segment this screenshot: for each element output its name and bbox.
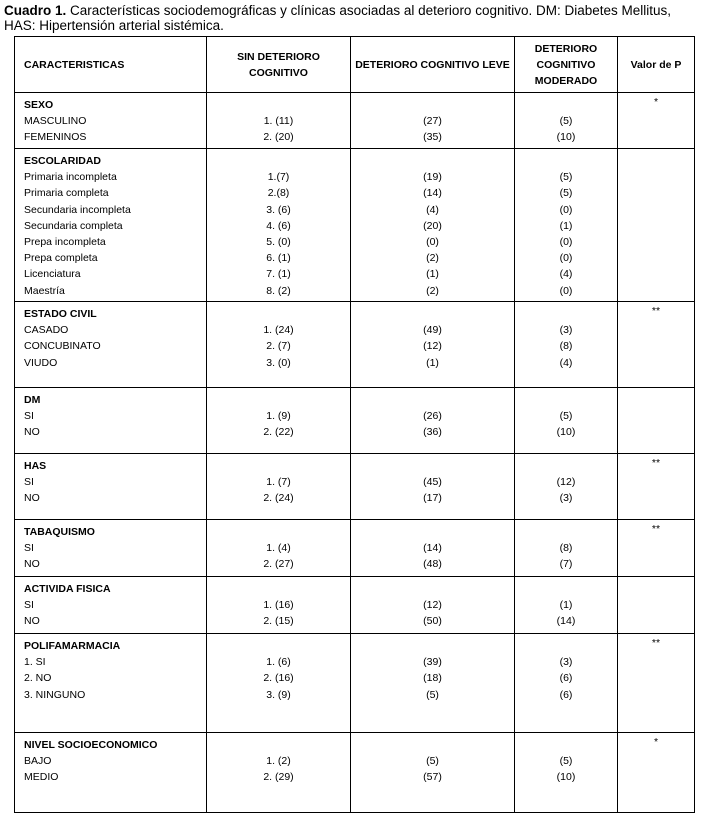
category-label: 1. SI [24,656,46,669]
significance-marker: * [653,736,659,748]
section-title: SEXO [24,99,54,111]
characteristic-cell [15,520,207,577]
significance-marker: ** [651,523,661,535]
header-moderate-decline: DETERIORO COGNITIVO MODERADO [515,37,618,93]
count-value: (5) [559,187,573,200]
caption-text: Características sociodemográficas y clínicas asociadas al deterioro cognitivo. DM: Diabetes Mellitus, HAS: Hipertensión arterial sistémica. [4,3,672,33]
caption-label: Cuadro 1. [4,3,67,18]
no-decline-cell [207,302,351,388]
category-label: SI [24,542,34,555]
category-label: BAJO [24,755,52,768]
category-label: FEMENINOS [24,131,87,144]
table-section-row [15,302,695,388]
header-p-value: Valor de P [618,37,695,93]
count-value: (3) [559,492,573,505]
category-label: CONCUBINATO [24,340,101,353]
count-value: (49) [423,324,442,337]
count-value: (48) [423,558,442,571]
count-value: (57) [423,771,442,784]
section-title: DM [24,394,41,406]
section-title: NIVEL SOCIOECONOMICO [24,739,158,751]
no-decline-cell [207,93,351,149]
characteristic-cell [15,149,207,302]
count-value: 1. (7) [266,476,291,489]
count-value: (1) [426,356,439,369]
no-decline-cell [207,520,351,577]
count-value: (10) [556,771,576,784]
p-value-cell [618,454,695,520]
count-value: 2. (27) [263,558,294,571]
count-value: (7) [559,558,573,571]
count-value: (8) [559,542,573,555]
p-value-cell [618,93,695,149]
count-value: 8. (2) [266,284,291,297]
count-value: 2. (20) [263,131,294,144]
count-value: 1. (16) [263,599,294,612]
mild-decline-cell [351,634,515,733]
count-value: (12) [423,599,442,612]
category-label: SI [24,476,34,489]
category-label: CASADO [24,324,69,337]
no-decline-cell [207,733,351,813]
count-value: 1. (2) [266,755,291,768]
no-decline-cell [207,577,351,634]
category-label: Secundaria completa [24,219,123,232]
moderate-decline-cell [515,577,618,634]
table-section-row [15,577,695,634]
count-value: 6. (1) [266,252,291,265]
count-value: 2. (7) [266,340,291,353]
count-value: (14) [423,542,442,555]
header-no-decline: SIN DETERIORO COGNITIVO [207,37,351,93]
table-section-row [15,454,695,520]
count-value: 3. (0) [266,356,291,369]
count-value: (18) [423,672,442,685]
count-value: (1) [426,268,439,281]
count-value: 2. (24) [263,492,294,505]
count-value: 2. (16) [263,672,294,685]
moderate-decline-cell [515,149,618,302]
category-label: NO [24,492,40,505]
category-label: Primaria completa [24,187,109,200]
count-value: 1. (24) [263,324,294,337]
p-value-cell [618,520,695,577]
characteristic-cell [15,302,207,388]
count-value: 4. (6) [266,219,291,232]
characteristic-cell [15,93,207,149]
moderate-decline-cell [515,634,618,733]
category-label: NO [24,426,40,439]
p-value-cell [618,149,695,302]
p-value-cell [618,634,695,733]
no-decline-cell [207,388,351,454]
count-value: (50) [423,615,442,628]
count-value: 5. (0) [266,235,291,248]
header-characteristics: CARACTERISTICAS [15,37,207,93]
category-label: NO [24,615,40,628]
mild-decline-cell [351,454,515,520]
count-value: 1. (9) [266,410,291,423]
characteristics-table [14,36,695,813]
mild-decline-cell [351,577,515,634]
table-section-row [15,520,695,577]
count-value: 1. (11) [263,115,294,128]
category-label: Maestría [24,284,65,297]
count-value: (4) [426,203,439,216]
count-value: (1) [559,219,573,232]
category-label: Prepa completa [24,252,98,265]
table-section-row [15,733,695,813]
count-value: (5) [559,171,573,184]
table-section-row [15,93,695,149]
no-decline-cell [207,149,351,302]
count-value: 1. (4) [266,542,291,555]
table-caption [4,3,700,33]
mild-decline-cell [351,302,515,388]
table-section-row [15,388,695,454]
section-title: ACTIVIDA FISICA [24,583,111,595]
count-value: (0) [559,284,573,297]
count-value: (5) [426,755,439,768]
p-value-cell [618,733,695,813]
moderate-decline-cell [515,520,618,577]
moderate-decline-cell [515,733,618,813]
table-body [15,93,695,813]
category-label: SI [24,410,34,423]
characteristic-cell [15,634,207,733]
count-value: (0) [559,252,573,265]
p-value-cell [618,302,695,388]
mild-decline-cell [351,149,515,302]
mild-decline-cell [351,93,515,149]
count-value: (12) [423,340,442,353]
count-value: (5) [559,410,573,423]
moderate-decline-cell [515,388,618,454]
section-title: ESTADO CIVIL [24,308,97,320]
table-section-row [15,634,695,733]
moderate-decline-cell [515,302,618,388]
count-value: 7. (1) [266,268,291,281]
count-value: (45) [423,476,442,489]
characteristic-cell [15,577,207,634]
count-value: 3. (9) [266,688,291,701]
count-value: (19) [423,171,442,184]
count-value: (4) [559,356,573,369]
count-value: (26) [423,410,442,423]
category-label: Secundaria incompleta [24,203,131,216]
count-value: (27) [423,115,442,128]
count-value: (0) [426,235,439,248]
p-value-cell [618,577,695,634]
count-value: (35) [423,131,442,144]
count-value: (3) [559,324,573,337]
moderate-decline-cell [515,93,618,149]
count-value: (12) [556,476,576,489]
mild-decline-cell [351,388,515,454]
count-value: (36) [423,426,442,439]
category-label: SI [24,599,34,612]
count-value: (1) [559,599,573,612]
header-mild-decline: DETERIORO COGNITIVO LEVE [351,37,515,93]
count-value: (5) [426,688,439,701]
table-section-row [15,149,695,302]
count-value: (14) [423,187,442,200]
significance-marker: * [653,96,659,108]
count-value: (2) [426,252,439,265]
count-value: (0) [559,235,573,248]
section-title: TABAQUISMO [24,526,95,538]
count-value: 3. (6) [266,203,291,216]
characteristic-cell [15,733,207,813]
characteristic-cell [15,454,207,520]
significance-marker: ** [651,457,661,469]
count-value: (6) [559,688,573,701]
count-value: (0) [559,203,573,216]
count-value: (4) [559,268,573,281]
count-value: (5) [559,755,573,768]
count-value: 2. (15) [263,615,294,628]
count-value: (20) [423,219,442,232]
count-value: (14) [556,615,576,628]
count-value: 1.(7) [267,171,290,184]
category-label: Licenciatura [24,268,81,281]
characteristic-cell [15,388,207,454]
no-decline-cell [207,634,351,733]
table-header-row [15,37,695,93]
count-value: 2. (22) [263,426,294,439]
category-label: NO [24,558,40,571]
count-value: (10) [556,426,576,439]
significance-marker: ** [651,305,661,317]
mild-decline-cell [351,733,515,813]
category-label: MASCULINO [24,115,87,128]
category-label: MEDIO [24,771,59,784]
count-value: (3) [559,656,573,669]
no-decline-cell [207,454,351,520]
count-value: (10) [556,131,576,144]
category-label: Prepa incompleta [24,235,106,248]
category-label: 2. NO [24,672,52,685]
count-value: 2. (29) [263,771,294,784]
count-value: (8) [559,340,573,353]
significance-marker: ** [651,637,661,649]
section-title: ESCOLARIDAD [24,155,102,167]
category-label: Primaria incompleta [24,171,117,184]
category-label: VIUDO [24,356,58,369]
count-value: (6) [559,672,573,685]
category-label: 3. NINGUNO [24,688,86,701]
count-value: (39) [423,656,442,669]
count-value: (2) [426,284,439,297]
mild-decline-cell [351,520,515,577]
moderate-decline-cell [515,454,618,520]
p-value-cell [618,388,695,454]
count-value: 1. (6) [266,656,291,669]
section-title: POLIFAMARMACIA [24,640,121,652]
section-title: HAS [24,460,47,472]
count-value: (17) [423,492,442,505]
count-value: (5) [559,115,573,128]
count-value: 2.(8) [267,187,290,200]
